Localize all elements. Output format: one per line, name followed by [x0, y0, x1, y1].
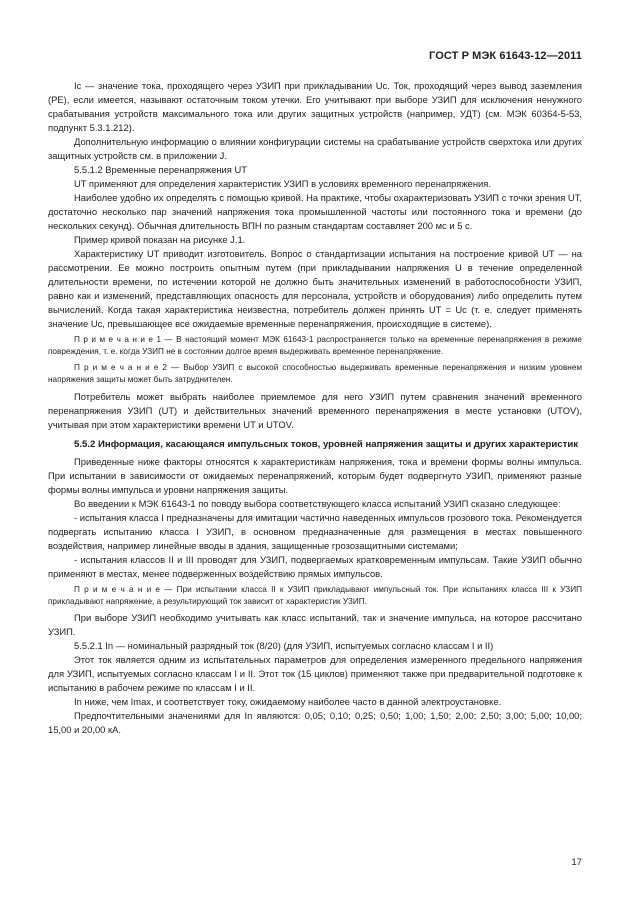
- paragraph-in-vs-imax: In ниже, чем Imax, и соответствует току, ожидаемому наиболее часто в данной электроустановке.: [74, 696, 502, 708]
- paragraph-consumer-choice: Потребитель может выбрать наиболее приемлемое для него УЗИП путем сравнения значений временного перенапряжения УЗИП (UT) и действительных значений временного перенапряжения в месте установки (UTOV), учитывая при этом характеристики времени UT и UTOV.: [48, 390, 582, 430]
- subclause-5-5-1-2-title: 5.5.1.2 Временные перенапряжения UT: [74, 164, 247, 175]
- paragraph-introduction: Во введении к МЭК 61643-1 по поводу выбора соответствующего класса испытаний УЗИП сказано следующее:: [74, 497, 561, 509]
- subclause-5-5-2-1-title: 5.5.2.1 In — номинальный разрядный ток (8/20) (для УЗИП, испытуемых согласно классам I и II): [74, 640, 494, 652]
- paragraph-ic: Ic — значение тока, проходящего через УЗИП при прикладывании Uc. Ток, проходящий через вывод заземления (PE), если имеется, называют остаточным током утечки. Его учитывают при выборе УЗИП для исключения ненужного срабатывания устройств максимального тока или других защитных устройств (например, УДТ) (см. МЭК 60364-5-53, подпункт 5.3.1.212).: [48, 80, 582, 133]
- page-body: [48, 79, 582, 737]
- standard-header: ГОСТ Р МЭК 61643-12—2011: [429, 50, 582, 62]
- paragraph-ut-manufacturer: Характеристику UT приводит изготовитель. Вопрос о стандартизации испытания на построение кривой UT — на рассмотрении. Ее можно построить опытным путем (при прикладывании напряжения U в течение определенной длительности времени, по истечении которой не должно быть значительных изменений в работоспособности УЗИП, равно как и изменений, представляющих опасность для персонала, устройств и оборудования) либо определить путем вычислений. Когда такая характеристика неизвестна, потребитель должен принять UT = Uc (т. е. следует применять значение Uc, превышающее все ожидаемые временные перенапряжения, происходящие в системе).: [48, 248, 582, 329]
- paragraph-curve-example: Пример кривой показан на рисунке J.1.: [74, 234, 246, 245]
- clause-5-5-2-heading: 5.5.2 Информация, касающаяся импульсных токов, уровней напряжения защиты и других характеристик: [74, 438, 579, 450]
- note-1: П р и м е ч а н и е 1 — В настоящий момент МЭК 61643-1 распространяется только на временные перенапряжения в режиме повреждения, т. е. когда УЗИП не в состоянии долгое время выдерживать временное перенапряжение.: [48, 335, 582, 357]
- paragraph-ut-curve: Наиболее удобно их определять с помощью кривой. На практике, чтобы охарактеризовать УЗИП с точки зрения UT, достаточно несколько пар значений напряжения тока промышленной частоты или постоянного тока и времени (до нескольких секунд). Обычная длительность ВПН по разным стандартам составляет 200 мс и 5 с.: [48, 192, 582, 231]
- paragraph-ut-purpose: UT применяют для определения характеристик УЗИП в условиях временного перенапряжения.: [74, 178, 491, 189]
- list-item-class-i: - испытания класса I предназначены для имитации частично наведенных импульсов грозового тока. Рекомендуется подвергать испытанию класса I УЗИП, в основном предназначенные для размещения в местах повышенного воздействия, например линейные вводы в здания, защищенные грозозащитными системами;: [48, 511, 582, 551]
- note-class-test: П р и м е ч а н и е — При испытании класса II к УЗИП прикладывают импульсный ток. При испытаниях класса III к УЗИП прикладывают напряжение, а результирующий ток зависит от характеристик УЗИП.: [48, 584, 582, 607]
- paragraph-factors: Приведенные ниже факторы относятся к характеристикам напряжения, тока и времени формы волны импульса. При испытании в зависимости от ожидаемых перенапряжений, которым будет подвергнуто УЗИП, применяют разные формы волны импульса и уровни напряжения защиты.: [48, 455, 582, 495]
- paragraph-additional-info: Дополнительную информацию о влиянии конфигурации системы на срабатывание устройств сверхтока или других защитных устройств см. в приложении J.: [48, 136, 582, 161]
- page-number: 17: [571, 857, 582, 868]
- list-item-class-ii-iii: - испытания классов II и III проводят для УЗИП, подвергаемых кратковременным импульсам. Такие УЗИП обычно применяют в местах, менее подверженных воздействию прямых импульсов.: [48, 553, 582, 579]
- paragraph-test-parameter: Этот ток является одним из испытательных параметров для определения измеренного предельного напряжения для УЗИП, испытуемых согласно классам I и II. Этот ток (15 циклов) применяют также при предварительной подготовке к испытанию в рабочем режиме по классам I и II.: [48, 654, 582, 694]
- paragraph-preferred-values: Предпочтительными значениями для In являются: 0,05; 0,10; 0,25; 0,50; 1,00; 1,50; 2,00; 2,50; 3,00; 5,00; 10,00; 15,00 и 20,00 кА.: [48, 710, 582, 736]
- paragraph-selection: При выборе УЗИП необходимо учитывать как класс испытаний, так и значение импульса, на которое рассчитано УЗИП.: [48, 612, 582, 638]
- note-2: П р и м е ч а н и е 2 — Выбор УЗИП с высокой способностью выдерживать временные перенапряжения и низким уровнем напряжения защиты может быть затруднителен.: [48, 362, 582, 385]
